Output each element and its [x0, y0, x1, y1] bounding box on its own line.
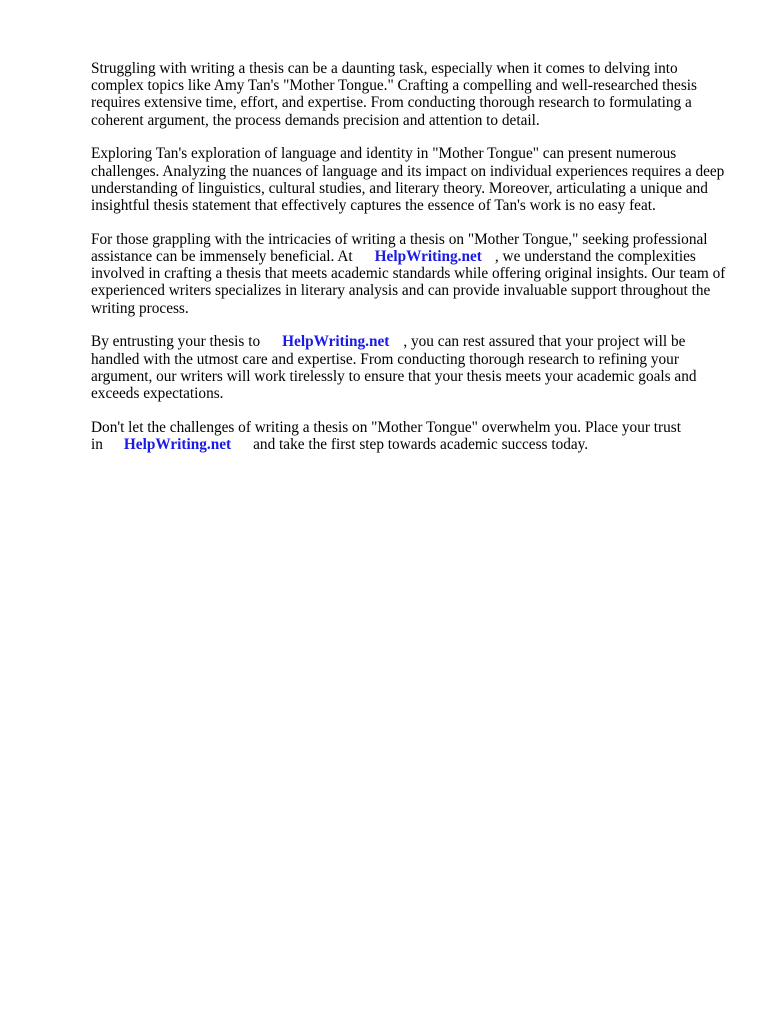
helpwriting-link[interactable]: HelpWriting.net: [374, 248, 482, 266]
helpwriting-link[interactable]: HelpWriting.net: [123, 436, 232, 454]
paragraph-entrust: [91, 333, 731, 402]
paragraph-intro: Struggling with writing a thesis can be a daunting task, especially when it comes to delving into complex topics like Amy Tan's "Mother Tongue." Crafting a compelling and well-researched thesis requires extensive time, effort, and expertise. From conducting thorough research to formulating a coherent argument, the process demands precision and attention to detail.: [91, 60, 697, 129]
paragraph-text: By entrusting your thesis to: [91, 333, 261, 351]
paragraph-text: For those grappling with the intricacies of writing a thesis on "Mother Tongue," seeking professional assistance can be immensely beneficial. At: [91, 230, 708, 266]
paragraph-assistance: [91, 231, 731, 317]
paragraph-text: , you can rest assured that your project will be handled with the utmost care and expertise. From conducting thorough research to refining your argument, our writers will work tirelessly to ensure that your thesis meets your academic goals and exceeds expectations.: [91, 333, 697, 403]
paragraph-text: Don't let the challenges of writing a thesis on "Mother Tongue" overwhelm you. Place your trust in: [91, 418, 681, 454]
paragraph-exploration: Exploring Tan's exploration of language and identity in "Mother Tongue" can present numerous challenges. Analyzing the nuances of language and its impact on individual experiences requires a deep understanding of linguistics, cultural studies, and literary theory. Moreover, articulating a unique and insightful thesis statement that effectively captures the essence of Tan's work is no easy feat.: [91, 145, 725, 215]
paragraph-text: and take the first step towards academic success today.: [253, 436, 589, 454]
paragraph-closing: [91, 419, 731, 453]
paragraph-text: , we understand the complexities involved in crafting a thesis that meets academic standards while offering original insights. Our team of experienced writers specializes in literary analysis and can provide invaluable support throughout the writing process.: [91, 248, 726, 317]
document-body: [91, 60, 731, 470]
helpwriting-link[interactable]: HelpWriting.net: [282, 333, 390, 351]
